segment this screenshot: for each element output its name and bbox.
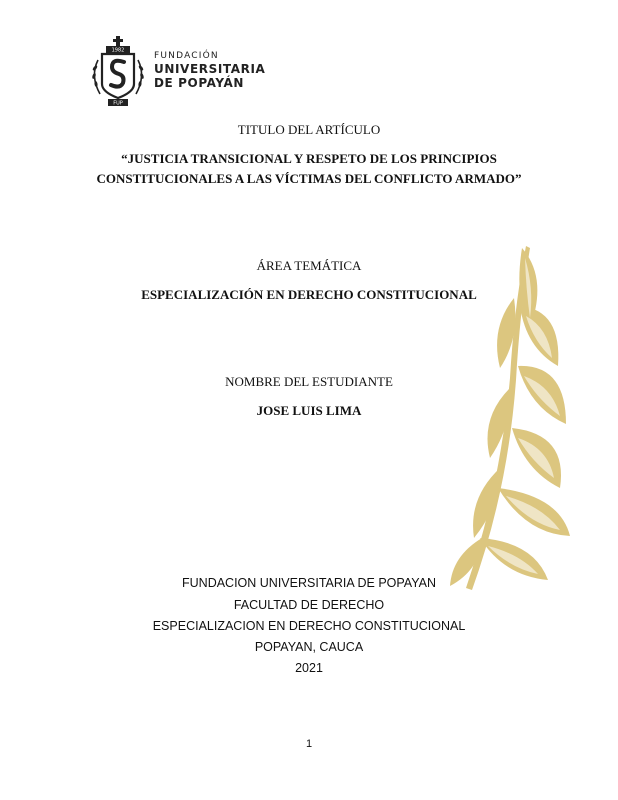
logo-line-3: DE POPAYÁN [154, 76, 245, 90]
page-number: 1 [305, 738, 313, 750]
title-line-2: CONSTITUCIONALES A LAS VÍCTIMAS DEL CONFLICTO ARMADO” [96, 171, 522, 186]
title-label: TITULO DEL ARTÍCULO [237, 122, 381, 137]
logo-line-2: UNIVERSITARIA [154, 62, 266, 76]
student-name: JOSE LUIS LIMA [256, 403, 362, 418]
student-label: NOMBRE DEL ESTUDIANTE [225, 374, 393, 389]
area-label: ÁREA TEMÁTICA [256, 258, 362, 273]
institution-line-1: FUNDACION UNIVERSITARIA DE POPAYAN [182, 576, 436, 590]
crest-icon [88, 36, 148, 108]
institution-line-4: POPAYAN, CAUCA [254, 640, 364, 654]
logo-wordmark [154, 50, 265, 90]
logo-line-1: FUNDACIÓN [154, 51, 219, 61]
laurel-branch-icon [430, 238, 590, 598]
institution-year: 2021 [295, 661, 323, 675]
title-line-1: “JUSTICIA TRANSICIONAL Y RESPETO DE LOS PRINCIPIOS [121, 151, 497, 166]
crest-year: 1982 [111, 47, 125, 54]
institution-line-2: FACULTAD DE DERECHO [233, 598, 385, 612]
institution-line-3: ESPECIALIZACION EN DERECHO CONSTITUCIONAL [152, 619, 466, 633]
crest-initials: FUP [113, 100, 123, 107]
university-logo [88, 36, 268, 108]
area-value: ESPECIALIZACIÓN EN DERECHO CONSTITUCIONAL [141, 287, 477, 302]
